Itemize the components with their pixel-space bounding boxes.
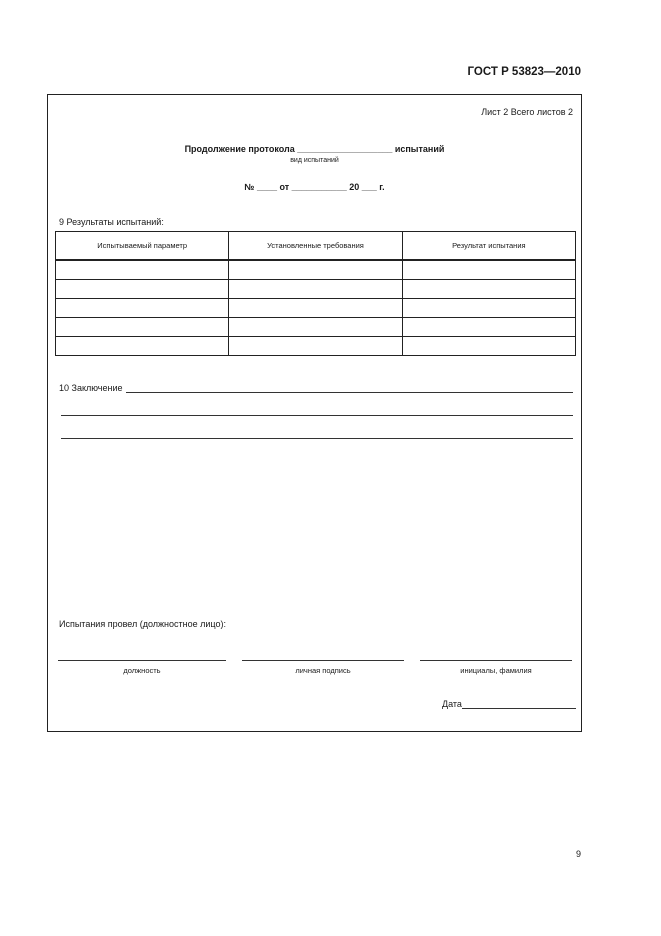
table-cell[interactable] — [56, 299, 229, 318]
table-row — [56, 260, 576, 280]
table-cell[interactable] — [56, 260, 229, 280]
name-field[interactable] — [420, 660, 572, 661]
protocol-form — [47, 94, 582, 732]
table-cell[interactable] — [56, 337, 229, 356]
results-table — [55, 231, 576, 356]
protocol-title: Продолжение протокола ___________________ испытаний — [184, 144, 445, 154]
table-header-row — [56, 232, 576, 261]
conclusion-label: 10 Заключение — [59, 383, 123, 393]
table-cell[interactable] — [402, 318, 575, 337]
conclusion-line-2[interactable] — [61, 415, 573, 416]
table-cell[interactable] — [229, 318, 402, 337]
column-header-requirements: Установленные требования — [229, 232, 402, 261]
table-cell[interactable] — [402, 337, 575, 356]
date-label: Дата — [442, 699, 462, 709]
table-cell[interactable] — [229, 337, 402, 356]
conclusion-field[interactable] — [126, 383, 574, 393]
date-field[interactable] — [462, 699, 576, 709]
page-number: 9 — [576, 849, 582, 859]
results-heading: 9 Результаты испытаний: — [59, 217, 164, 227]
table-row — [56, 337, 576, 356]
table-cell[interactable] — [229, 260, 402, 280]
conclusion-row — [59, 383, 573, 393]
table-cell[interactable] — [56, 318, 229, 337]
position-caption: должность — [123, 666, 161, 675]
test-type-caption: вид испытаний — [290, 157, 339, 164]
signature-caption: личная подпись — [295, 666, 351, 675]
protocol-number-line: № ____ от ___________ 20 ___ г. — [244, 182, 385, 192]
table-cell[interactable] — [56, 280, 229, 299]
standard-number: ГОСТ Р 53823—2010 — [467, 66, 581, 78]
position-field[interactable] — [58, 660, 226, 661]
table-cell[interactable] — [402, 260, 575, 280]
table-row — [56, 318, 576, 337]
name-caption: инициалы, фамилия — [460, 666, 532, 675]
signature-field[interactable] — [242, 660, 404, 661]
sheet-info: Лист 2 Всего листов 2 — [481, 107, 573, 117]
table-cell[interactable] — [402, 299, 575, 318]
table-row — [56, 280, 576, 299]
table-cell[interactable] — [229, 299, 402, 318]
column-header-parameter: Испытываемый параметр — [56, 232, 229, 261]
column-header-result: Результат испытания — [402, 232, 575, 261]
date-row — [442, 699, 576, 709]
table-cell[interactable] — [402, 280, 575, 299]
table-cell[interactable] — [229, 280, 402, 299]
tested-by-label: Испытания провел (должностное лицо): — [59, 619, 226, 629]
conclusion-line-3[interactable] — [61, 438, 573, 439]
table-row — [56, 299, 576, 318]
